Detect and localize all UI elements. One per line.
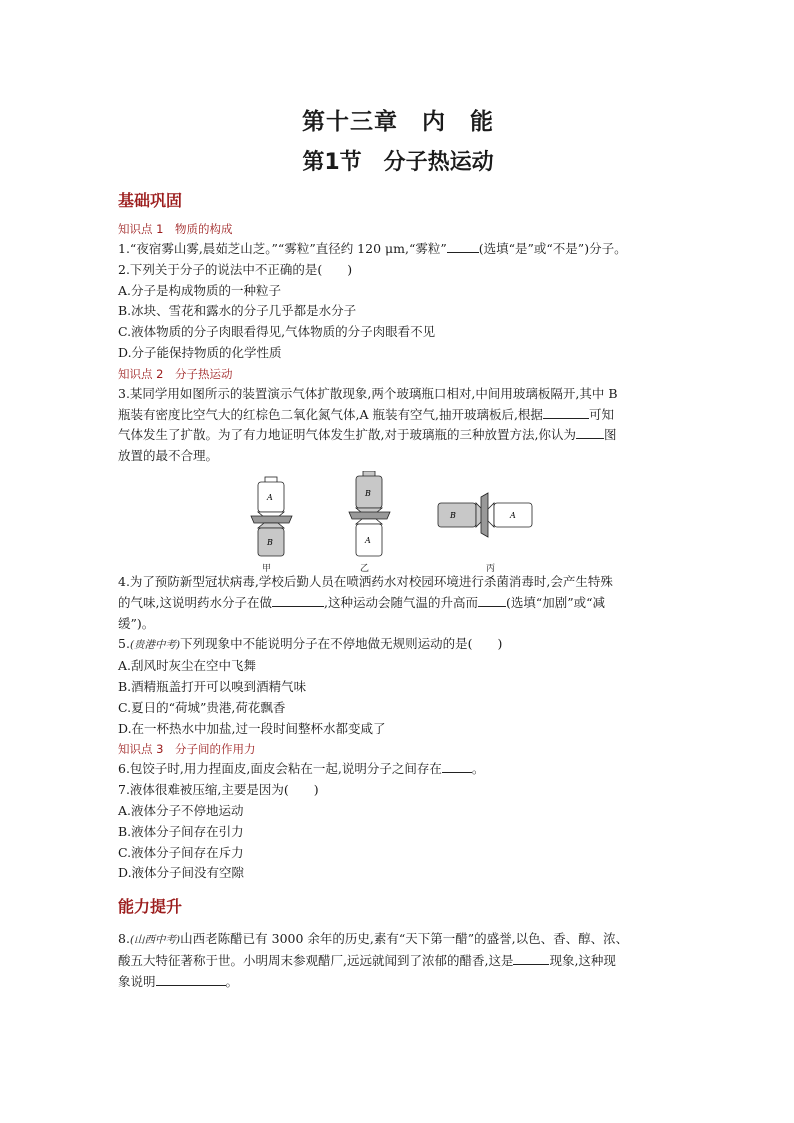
caption-jia: 甲 (262, 563, 272, 574)
question-8-line-3: 象说明 。 (118, 973, 239, 989)
question-8-line-2: 酸五大特征著称于世。小明周末参观醋厂,远远就闻到了浓郁的醋香,这是 现象,这种现 (118, 952, 616, 968)
caption-bing: 丙 (486, 563, 496, 574)
knowledge-point-2: 知识点 2 分子热运动 (118, 366, 233, 381)
bottle-diagram (248, 471, 668, 576)
option-b: B.酒精瓶盖打开可以嗅到酒精气味 (118, 678, 307, 694)
question-3-line-1: 3.某同学用如图所示的装置演示气体扩散现象,两个玻璃瓶口相对,中间用玻璃板隔开,其中 B (118, 385, 618, 401)
option-a: A.刮风时灰尘在空中飞舞 (118, 658, 257, 674)
option-d: D.在一杯热水中加盐,过一段时间整杯水都变咸了 (118, 720, 386, 736)
question-4-line-2: 的气味,这说明药水分子在做 ,这种运动会随气温的升高而 (选填“加剧”或“减 (118, 594, 606, 610)
option-a: A.液体分子不停地运动 (118, 802, 244, 818)
diffusion-figure (118, 467, 686, 572)
knowledge-point-3: 知识点 3 分子间的作用力 (118, 742, 256, 757)
question-4-line-3: 缓”)。 (118, 615, 155, 631)
basic-section (118, 189, 686, 884)
answer-blank[interactable] (442, 759, 472, 773)
label-b: B (365, 488, 371, 498)
chapter-title: 第十三章 内 能 (302, 109, 494, 135)
question-3-line-2: 瓶装有密度比空气大的红棕色二氧化氮气体,A 瓶装有空气,抽开玻璃板后,根据 可知 (118, 406, 614, 422)
label-b: B (450, 510, 456, 520)
question-8-line-1: 8.(山西中考)山西老陈醋已有 3000 余年的历史,素有“天下第一醋”的盛誉,以色、香、醇、浓、 (118, 931, 629, 946)
question-source: (贵港中考) (129, 639, 181, 652)
question-5-stem: 5.(贵港中考)下列现象中不能说明分子在不停地做无规则运动的是( ) (118, 636, 503, 652)
knowledge-point-1: 知识点 1 物质的构成 (118, 222, 233, 236)
option-d: D.液体分子间没有空隙 (118, 865, 245, 881)
option-c: C.液体物质的分子肉眼看得见,气体物质的分子肉眼看不见 (118, 324, 436, 340)
question-2-stem: 2.下列关于分子的说法中不正确的是( ) (118, 261, 353, 277)
question-1: 1.“夜宿雾山雾,晨茹芝山芝。”“雾粒”直径约 120 μm,“雾粒” (选填“是”或“不是”)分子。 (118, 241, 627, 256)
question-4-line-1: 4.为了预防新型冠状病毒,学校后勤人员在喷洒药水对校园环境进行杀菌消毒时,会产生特殊 (118, 573, 613, 589)
label-a: A (365, 535, 371, 545)
answer-blank[interactable] (272, 593, 324, 607)
section-title: 第1节 分子热运动 (302, 150, 494, 175)
option-c: C.夏日的“荷城”贵港,荷花飘香 (118, 699, 286, 715)
option-a: A.分子是构成物质的一种粒子 (118, 282, 282, 298)
label-a: A (267, 492, 273, 502)
caption-yi: 乙 (360, 563, 370, 574)
option-c: C.液体分子间存在斥力 (118, 844, 244, 860)
question-6: 6.包饺子时,用力捏面皮,面皮会粘在一起,说明分子之间存在 。 (118, 761, 485, 777)
answer-blank[interactable] (576, 425, 604, 439)
question-7-stem: 7.液体很难被压缩,主要是因为( ) (118, 782, 319, 798)
section-heading-basic: 基础巩固 (118, 191, 183, 210)
answer-blank[interactable] (543, 405, 589, 419)
option-b: B.冰块、雪花和露水的分子几乎都是水分子 (118, 303, 357, 319)
answer-blank[interactable] (478, 593, 506, 607)
option-d: D.分子能保持物质的化学性质 (118, 344, 282, 360)
advanced-section (118, 895, 686, 992)
option-b: B.液体分子间存在引力 (118, 823, 244, 839)
answer-blank[interactable] (513, 951, 549, 965)
question-3-line-3: 气体发生了扩散。为了有力地证明气体发生扩散,对于玻璃瓶的三种放置方法,你认为 图 (118, 427, 617, 443)
label-a: A (510, 510, 516, 520)
label-b: B (267, 537, 273, 547)
question-source: (山西中考) (129, 934, 181, 946)
answer-blank[interactable] (447, 239, 479, 253)
question-3-line-4: 放置的最不合理。 (118, 448, 219, 464)
section-heading-advanced: 能力提升 (118, 897, 183, 916)
answer-blank[interactable] (156, 972, 226, 986)
